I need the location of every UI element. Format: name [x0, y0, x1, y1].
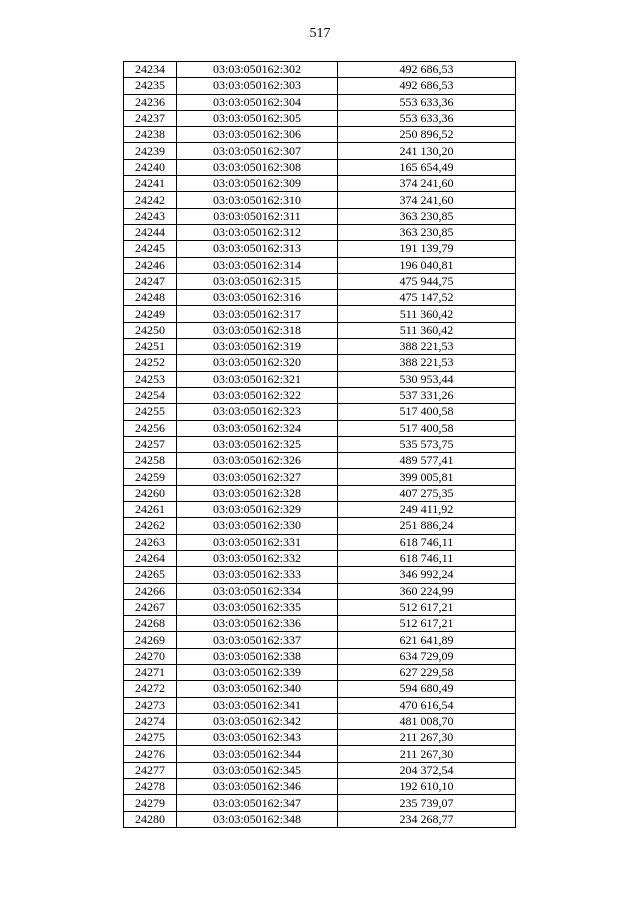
cadastral-value-cell: 553 633,36 — [338, 94, 516, 110]
row-number-cell: 24250 — [124, 322, 177, 338]
cadastral-value-cell: 470 616,54 — [338, 697, 516, 713]
row-number-cell: 24242 — [124, 192, 177, 208]
row-number-cell: 24256 — [124, 420, 177, 436]
cadastral-value-cell: 512 617,21 — [338, 616, 516, 632]
table-row — [124, 224, 516, 240]
row-number-cell: 24266 — [124, 583, 177, 599]
cadastral-number-cell: 03:03:050162:332 — [177, 550, 338, 566]
cadastral-value-cell: 211 267,30 — [338, 746, 516, 762]
cadastral-number-cell: 03:03:050162:319 — [177, 339, 338, 355]
cadastral-number-cell: 03:03:050162:317 — [177, 306, 338, 322]
table-row — [124, 453, 516, 469]
cadastral-value-cell: 191 139,79 — [338, 241, 516, 257]
cadastral-value-cell: 594 680,49 — [338, 681, 516, 697]
row-number-cell: 24270 — [124, 648, 177, 664]
cadastral-value-cell: 511 360,42 — [338, 322, 516, 338]
table-row — [124, 257, 516, 273]
row-number-cell: 24264 — [124, 550, 177, 566]
row-number-cell: 24253 — [124, 371, 177, 387]
cadastral-value-cell: 407 275,35 — [338, 485, 516, 501]
cadastral-value-cell: 634 729,09 — [338, 648, 516, 664]
table-row — [124, 730, 516, 746]
table-row — [124, 779, 516, 795]
cadastral-value-cell: 481 008,70 — [338, 713, 516, 729]
row-number-cell: 24247 — [124, 273, 177, 289]
row-number-cell: 24248 — [124, 290, 177, 306]
cadastral-value-cell: 374 241,60 — [338, 176, 516, 192]
row-number-cell: 24237 — [124, 110, 177, 126]
cadastral-number-cell: 03:03:050162:335 — [177, 599, 338, 615]
row-number-cell: 24241 — [124, 176, 177, 192]
row-number-cell: 24273 — [124, 697, 177, 713]
row-number-cell: 24255 — [124, 404, 177, 420]
cadastral-value-cell: 211 267,30 — [338, 730, 516, 746]
cadastral-number-cell: 03:03:050162:334 — [177, 583, 338, 599]
row-number-cell: 24262 — [124, 518, 177, 534]
table-row — [124, 632, 516, 648]
cadastral-value-cell: 489 577,41 — [338, 453, 516, 469]
table-row — [124, 599, 516, 615]
table-row — [124, 469, 516, 485]
cadastral-number-cell: 03:03:050162:348 — [177, 811, 338, 827]
cadastral-number-cell: 03:03:050162:308 — [177, 159, 338, 175]
cadastral-number-cell: 03:03:050162:324 — [177, 420, 338, 436]
row-number-cell: 24234 — [124, 62, 177, 78]
table-row — [124, 697, 516, 713]
cadastral-number-cell: 03:03:050162:305 — [177, 110, 338, 126]
table-row — [124, 648, 516, 664]
table-row — [124, 583, 516, 599]
cadastral-number-cell: 03:03:050162:347 — [177, 795, 338, 811]
table-row — [124, 420, 516, 436]
table-row — [124, 355, 516, 371]
row-number-cell: 24252 — [124, 355, 177, 371]
cadastral-number-cell: 03:03:050162:339 — [177, 664, 338, 680]
cadastral-value-cell: 235 739,07 — [338, 795, 516, 811]
row-number-cell: 24245 — [124, 241, 177, 257]
cadastral-value-cell: 511 360,42 — [338, 306, 516, 322]
table-row — [124, 290, 516, 306]
row-number-cell: 24236 — [124, 94, 177, 110]
cadastral-number-cell: 03:03:050162:313 — [177, 241, 338, 257]
cadastral-number-cell: 03:03:050162:322 — [177, 387, 338, 403]
cadastral-number-cell: 03:03:050162:345 — [177, 762, 338, 778]
table-row — [124, 110, 516, 126]
cadastral-value-cell: 475 944,75 — [338, 273, 516, 289]
table-row — [124, 518, 516, 534]
cadastral-number-cell: 03:03:050162:316 — [177, 290, 338, 306]
table-row — [124, 404, 516, 420]
table-row — [124, 436, 516, 452]
cadastral-number-cell: 03:03:050162:330 — [177, 518, 338, 534]
table-row — [124, 94, 516, 110]
row-number-cell: 24268 — [124, 616, 177, 632]
cadastral-number-cell: 03:03:050162:326 — [177, 453, 338, 469]
table-row — [124, 78, 516, 94]
row-number-cell: 24243 — [124, 208, 177, 224]
cadastral-number-cell: 03:03:050162:309 — [177, 176, 338, 192]
row-number-cell: 24249 — [124, 306, 177, 322]
row-number-cell: 24246 — [124, 257, 177, 273]
table-row — [124, 567, 516, 583]
cadastral-number-cell: 03:03:050162:325 — [177, 436, 338, 452]
cadastral-value-cell: 535 573,75 — [338, 436, 516, 452]
page-number: 517 — [309, 26, 331, 41]
cadastral-value-cell: 492 686,53 — [338, 62, 516, 78]
cadastral-value-cell: 621 641,89 — [338, 632, 516, 648]
cadastral-value-cell: 196 040,81 — [338, 257, 516, 273]
table-row — [124, 550, 516, 566]
table-row — [124, 62, 516, 78]
cadastral-value-cell: 165 654,49 — [338, 159, 516, 175]
cadastral-value-cell: 618 746,11 — [338, 534, 516, 550]
cadastral-value-cell: 363 230,85 — [338, 208, 516, 224]
cadastral-number-cell: 03:03:050162:323 — [177, 404, 338, 420]
table-row — [124, 241, 516, 257]
row-number-cell: 24244 — [124, 224, 177, 240]
table-row — [124, 208, 516, 224]
row-number-cell: 24235 — [124, 78, 177, 94]
row-number-cell: 24269 — [124, 632, 177, 648]
table-row — [124, 127, 516, 143]
table-row — [124, 534, 516, 550]
row-number-cell: 24265 — [124, 567, 177, 583]
row-number-cell: 24276 — [124, 746, 177, 762]
cadastral-number-cell: 03:03:050162:312 — [177, 224, 338, 240]
cadastral-number-cell: 03:03:050162:331 — [177, 534, 338, 550]
cadastral-value-cell: 517 400,58 — [338, 404, 516, 420]
table-row — [124, 502, 516, 518]
row-number-cell: 24280 — [124, 811, 177, 827]
cadastral-number-cell: 03:03:050162:302 — [177, 62, 338, 78]
cadastral-number-cell: 03:03:050162:318 — [177, 322, 338, 338]
cadastral-value-cell: 363 230,85 — [338, 224, 516, 240]
cadastral-value-cell: 512 617,21 — [338, 599, 516, 615]
table-row — [124, 664, 516, 680]
table-row — [124, 273, 516, 289]
table-row — [124, 795, 516, 811]
table-row — [124, 811, 516, 827]
row-number-cell: 24240 — [124, 159, 177, 175]
cadastral-number-cell: 03:03:050162:310 — [177, 192, 338, 208]
row-number-cell: 24260 — [124, 485, 177, 501]
cadastral-value-cell: 530 953,44 — [338, 371, 516, 387]
row-number-cell: 24279 — [124, 795, 177, 811]
cadastral-number-cell: 03:03:050162:329 — [177, 502, 338, 518]
cadastral-number-cell: 03:03:050162:306 — [177, 127, 338, 143]
table-row — [124, 322, 516, 338]
cadastral-number-cell: 03:03:050162:315 — [177, 273, 338, 289]
cadastral-number-cell: 03:03:050162:342 — [177, 713, 338, 729]
table-row — [124, 387, 516, 403]
row-number-cell: 24258 — [124, 453, 177, 469]
row-number-cell: 24271 — [124, 664, 177, 680]
table-row — [124, 339, 516, 355]
cadastral-value-cell: 388 221,53 — [338, 355, 516, 371]
table-row — [124, 713, 516, 729]
cadastral-value-cell: 492 686,53 — [338, 78, 516, 94]
cadastral-number-cell: 03:03:050162:327 — [177, 469, 338, 485]
table-body — [124, 62, 516, 828]
cadastral-number-cell: 03:03:050162:340 — [177, 681, 338, 697]
table-row — [124, 746, 516, 762]
row-number-cell: 24259 — [124, 469, 177, 485]
cadastral-number-cell: 03:03:050162:343 — [177, 730, 338, 746]
cadastral-number-cell: 03:03:050162:320 — [177, 355, 338, 371]
cadastral-number-cell: 03:03:050162:307 — [177, 143, 338, 159]
cadastral-value-cell: 192 610,10 — [338, 779, 516, 795]
table-row — [124, 616, 516, 632]
cadastral-value-cell: 374 241,60 — [338, 192, 516, 208]
cadastral-number-cell: 03:03:050162:311 — [177, 208, 338, 224]
cadastral-value-cell: 241 130,20 — [338, 143, 516, 159]
row-number-cell: 24275 — [124, 730, 177, 746]
table-row — [124, 192, 516, 208]
cadastral-value-cell: 249 411,92 — [338, 502, 516, 518]
cadastral-value-cell: 251 886,24 — [338, 518, 516, 534]
cadastral-number-cell: 03:03:050162:328 — [177, 485, 338, 501]
table-row — [124, 681, 516, 697]
cadastral-number-cell: 03:03:050162:314 — [177, 257, 338, 273]
cadastral-value-cell: 627 229,58 — [338, 664, 516, 680]
table-row — [124, 485, 516, 501]
table-row — [124, 371, 516, 387]
cadastral-value-cell: 517 400,58 — [338, 420, 516, 436]
cadastral-number-cell: 03:03:050162:341 — [177, 697, 338, 713]
cadastral-number-cell: 03:03:050162:304 — [177, 94, 338, 110]
table-row — [124, 159, 516, 175]
row-number-cell: 24277 — [124, 762, 177, 778]
row-number-cell: 24272 — [124, 681, 177, 697]
row-number-cell: 24238 — [124, 127, 177, 143]
cadastral-number-cell: 03:03:050162:337 — [177, 632, 338, 648]
cadastral-value-cell: 537 331,26 — [338, 387, 516, 403]
cadastral-value-cell: 399 005,81 — [338, 469, 516, 485]
cadastral-value-cell: 346 992,24 — [338, 567, 516, 583]
row-number-cell: 24257 — [124, 436, 177, 452]
table-row — [124, 176, 516, 192]
row-number-cell: 24251 — [124, 339, 177, 355]
cadastral-value-cell: 204 372,54 — [338, 762, 516, 778]
table-row — [124, 762, 516, 778]
row-number-cell: 24261 — [124, 502, 177, 518]
row-number-cell: 24239 — [124, 143, 177, 159]
cadastral-value-table — [123, 61, 516, 828]
cadastral-number-cell: 03:03:050162:303 — [177, 78, 338, 94]
cadastral-number-cell: 03:03:050162:336 — [177, 616, 338, 632]
cadastral-value-cell: 475 147,52 — [338, 290, 516, 306]
cadastral-value-cell: 250 896,52 — [338, 127, 516, 143]
row-number-cell: 24263 — [124, 534, 177, 550]
table-row — [124, 143, 516, 159]
row-number-cell: 24267 — [124, 599, 177, 615]
cadastral-number-cell: 03:03:050162:344 — [177, 746, 338, 762]
cadastral-value-cell: 553 633,36 — [338, 110, 516, 126]
cadastral-value-cell: 234 268,77 — [338, 811, 516, 827]
cadastral-value-cell: 618 746,11 — [338, 550, 516, 566]
row-number-cell: 24278 — [124, 779, 177, 795]
cadastral-number-cell: 03:03:050162:346 — [177, 779, 338, 795]
row-number-cell: 24254 — [124, 387, 177, 403]
row-number-cell: 24274 — [124, 713, 177, 729]
cadastral-value-cell: 360 224,99 — [338, 583, 516, 599]
cadastral-number-cell: 03:03:050162:333 — [177, 567, 338, 583]
table-row — [124, 306, 516, 322]
cadastral-number-cell: 03:03:050162:321 — [177, 371, 338, 387]
cadastral-number-cell: 03:03:050162:338 — [177, 648, 338, 664]
cadastral-value-cell: 388 221,53 — [338, 339, 516, 355]
